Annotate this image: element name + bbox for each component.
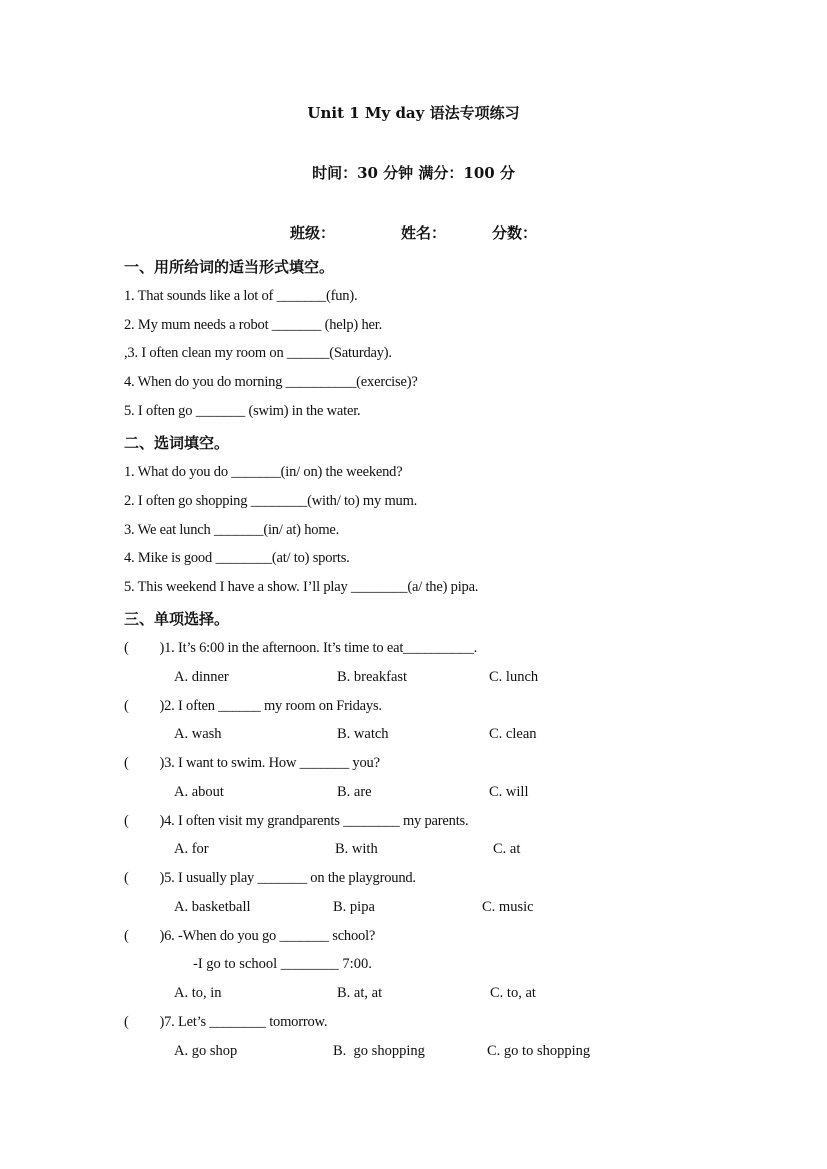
student-info-line — [0, 222, 827, 243]
question-6-option-a: A. to, in — [174, 985, 222, 1001]
question-4-option-a: A. for — [174, 841, 209, 857]
question-2-option-a: A. wash — [174, 726, 222, 742]
section-2-item-3: 3. We eat lunch _______(in/ at) home. — [124, 522, 340, 538]
question-7-option-c: C. go to shopping — [487, 1043, 591, 1059]
class-label: 班级： — [289, 224, 335, 242]
section-1-heading: 一、用所给词的适当形式填空。 — [124, 258, 335, 276]
question-1-option-b: B. breakfast — [337, 669, 408, 685]
question-3-option-b: B. are — [337, 784, 372, 800]
section-1-item-2: 2. My mum needs a robot _______ (help) her. — [124, 317, 382, 333]
name-label: 姓名： — [400, 224, 446, 242]
time-and-score-line: 时间：30 分钟 满分：100 分 — [312, 164, 515, 182]
question-3-option-c: C. will — [489, 784, 529, 800]
section-2-item-1: 1. What do you do _______(in/ on) the weekend? — [124, 464, 403, 480]
question-7-option-b: B. go shopping — [333, 1043, 425, 1059]
section-3-heading: 三、单项选择。 — [124, 610, 230, 628]
question-6-option-c: C. to, at — [490, 985, 536, 1001]
question-1-option-c: C. lunch — [489, 669, 539, 685]
section-2-item-4: 4. Mike is good ________(at/ to) sports. — [124, 550, 350, 566]
question-5-stem: ( )5. I usually play _______ on the playground. — [124, 870, 416, 886]
question-3-option-a: A. about — [174, 784, 224, 800]
score-label: 分数： — [492, 224, 538, 242]
question-3-stem: ( )3. I want to swim. How _______ you? — [124, 755, 380, 771]
question-5-option-c: C. music — [482, 899, 534, 915]
section-2-item-2: 2. I often go shopping ________(with/ to) my mum. — [124, 493, 418, 509]
section-2-item-5: 5. This weekend I have a show. I’ll play ________(a/ the) pipa. — [124, 579, 479, 595]
question-6-answer-line: -I go to school ________ 7:00. — [193, 956, 372, 972]
question-7-stem: ( )7. Let’s ________ tomorrow. — [124, 1014, 328, 1030]
question-2-stem: ( )2. I often ______ my room on Fridays. — [124, 698, 382, 714]
section-1-item-4: 4. When do you do morning __________(exercise)? — [124, 374, 418, 390]
question-7-option-a: A. go shop — [174, 1043, 238, 1059]
question-5-option-a: A. basketball — [174, 899, 251, 915]
question-1-option-a: A. dinner — [174, 669, 229, 685]
section-1-item-5: 5. I often go _______ (swim) in the water. — [124, 403, 361, 419]
question-6-stem: ( )6. -When do you go _______ school? — [124, 928, 376, 944]
question-4-stem: ( )4. I often visit my grandparents ________ my parents. — [124, 813, 469, 829]
question-5-option-b: B. pipa — [333, 899, 375, 915]
question-2-option-b: B. watch — [337, 726, 389, 742]
section-1-item-3: ,3. I often clean my room on ______(Saturday). — [124, 345, 392, 361]
section-1-item-1: 1. That sounds like a lot of _______(fun). — [124, 288, 358, 304]
question-6-option-b: B. at, at — [337, 985, 383, 1001]
question-1-stem: ( )1. It’s 6:00 in the afternoon. It’s time to eat__________. — [124, 640, 478, 656]
worksheet-title: Unit 1 My day 语法专项练习 — [307, 104, 520, 122]
question-2-option-c: C. clean — [489, 726, 537, 742]
section-2-heading: 二、选词填空。 — [124, 434, 230, 452]
question-4-option-c: C. at — [493, 841, 521, 857]
question-4-option-b: B. with — [335, 841, 378, 857]
